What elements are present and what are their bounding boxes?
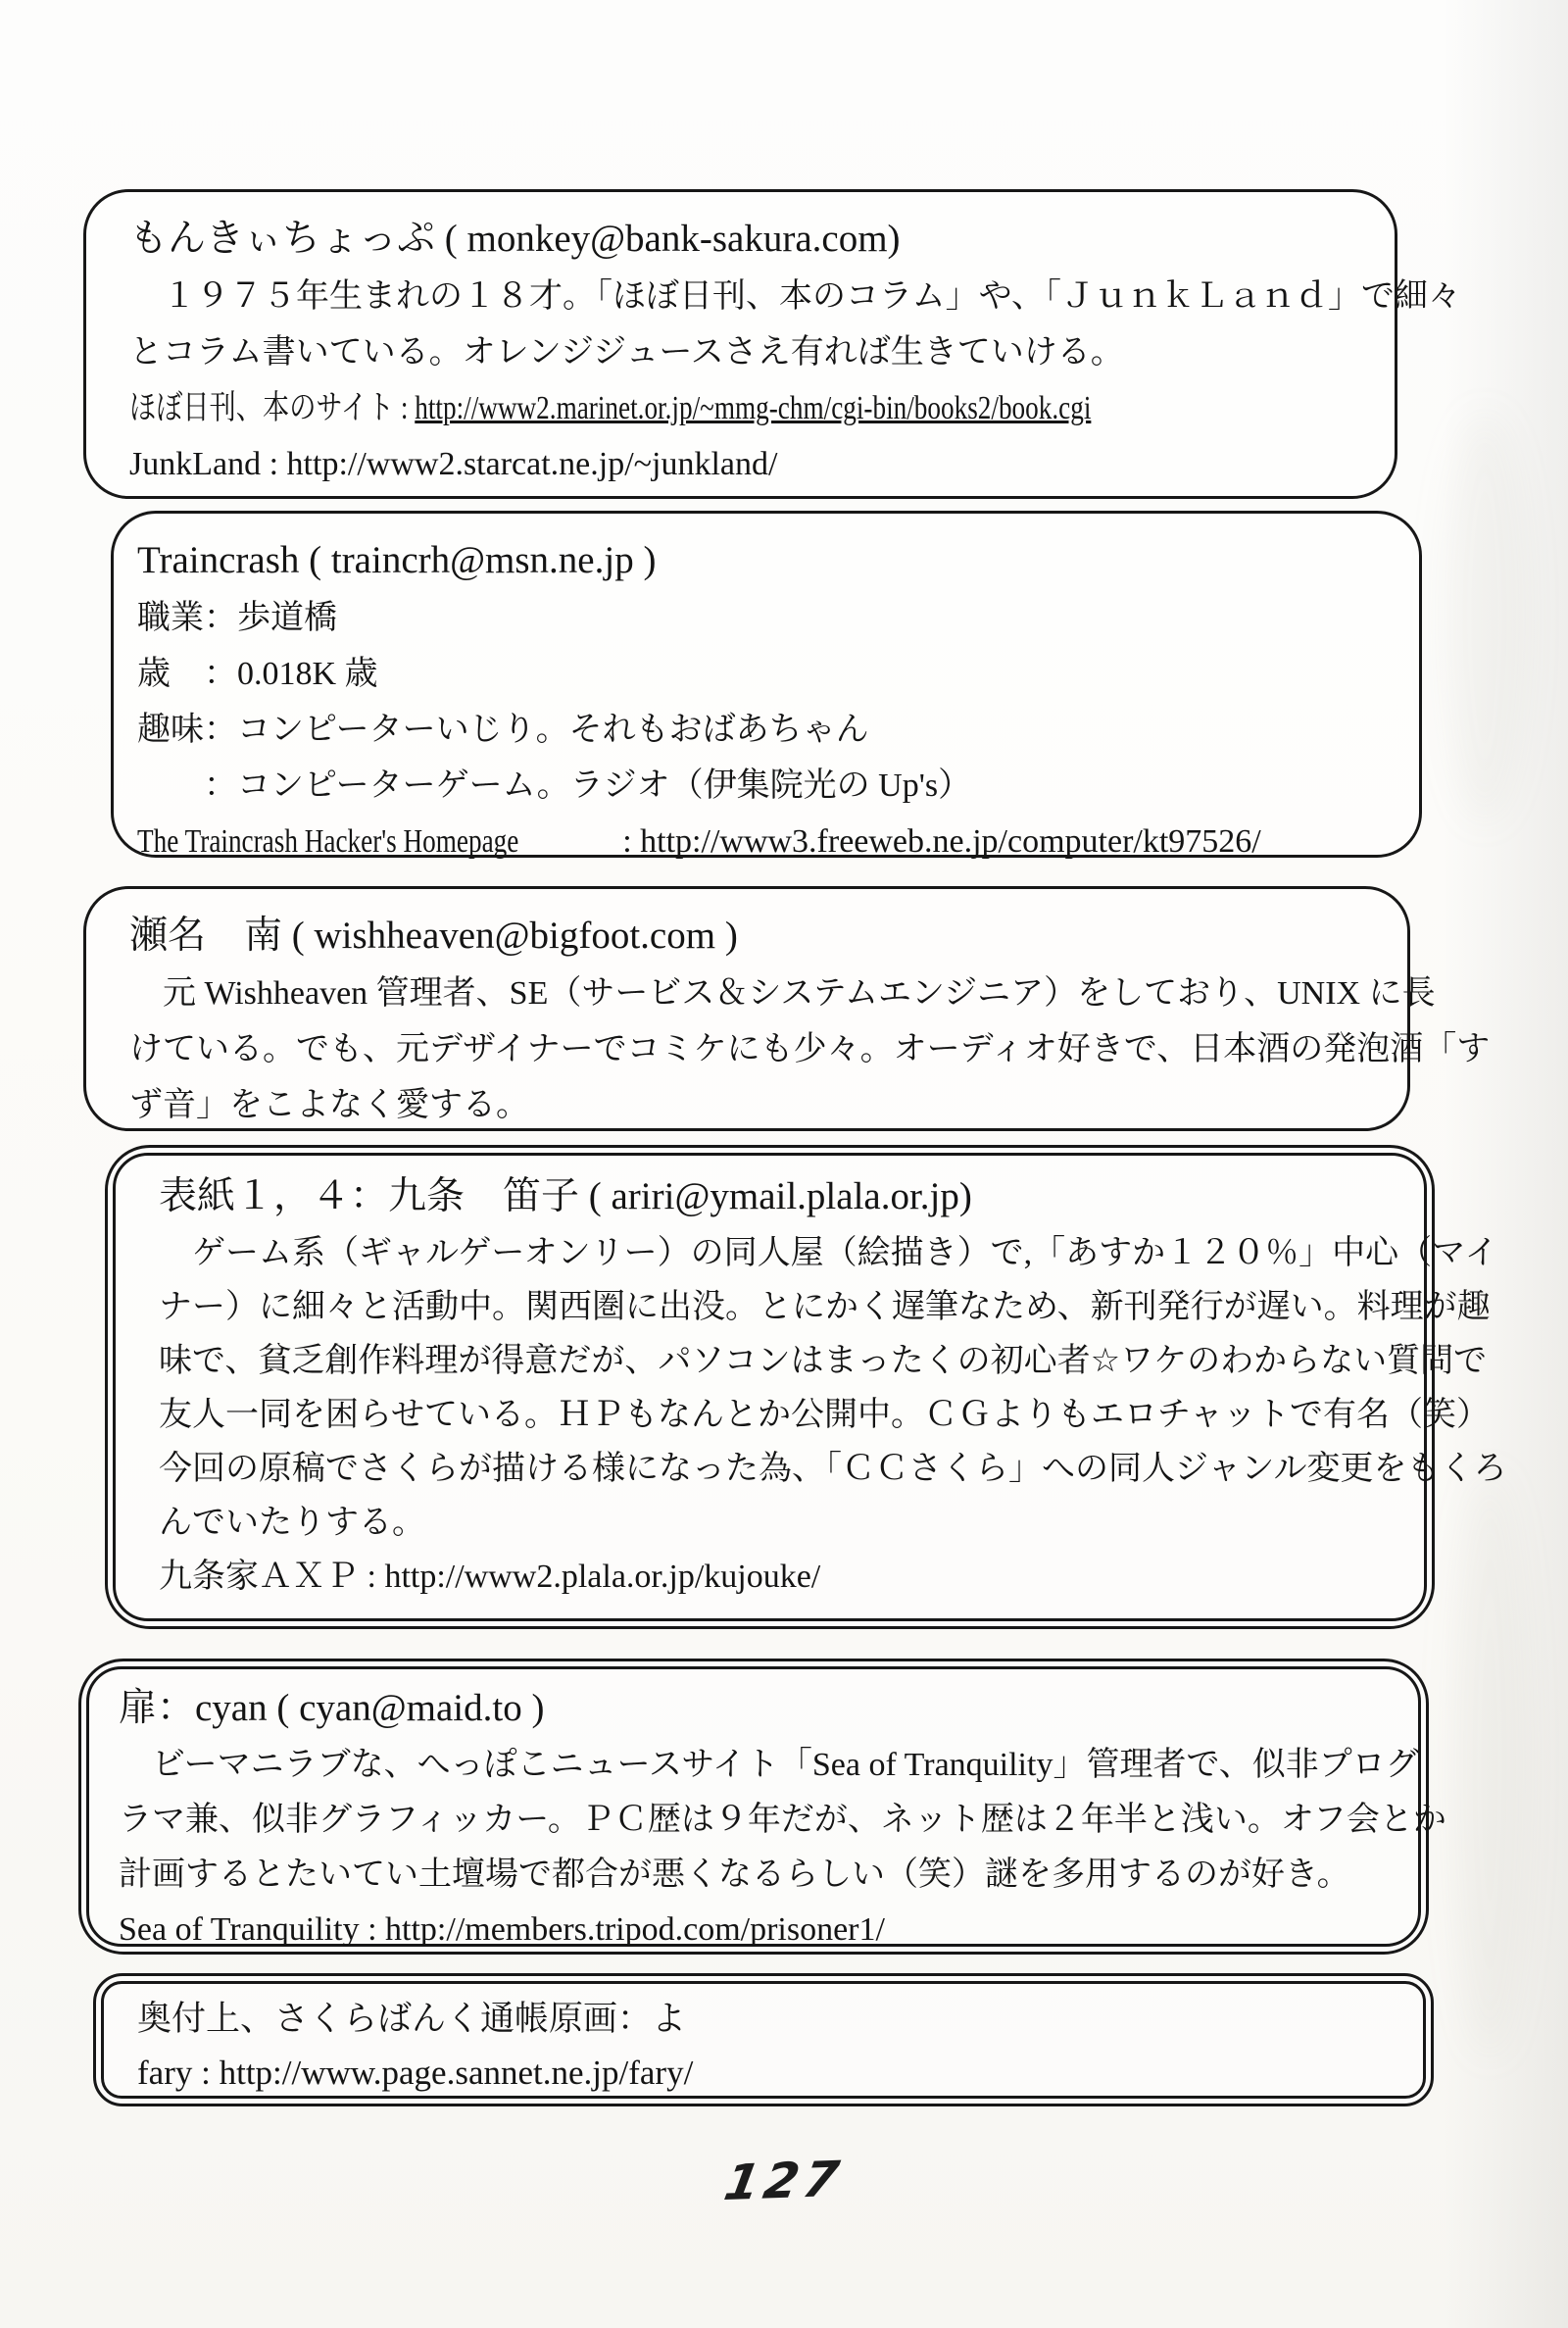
contributor-name-and-email: Traincrash ( traincrh@msn.ne.jp ) xyxy=(137,539,657,581)
bio-line: ナー）に細々と活動中。関西圏に出没。とにかく遅筆なため、新刊発行が遅い。料理が趣 xyxy=(159,1289,1491,1325)
homepage-link-line xyxy=(119,1903,1395,1957)
contributor-name-and-email: 表紙１，４：九条 笛子 ( ariri@ymail.plala.or.jp) xyxy=(159,1175,972,1217)
link-url: http://www2.plala.or.jp/kujouke/ xyxy=(384,1559,821,1595)
contributor-box-monkeychop xyxy=(83,189,1461,499)
profile-occupation: 職業：歩道橋 xyxy=(137,600,337,636)
page-number: 127 xyxy=(719,2150,849,2212)
contributor-name-and-email: 瀬名 南 ( wishheaven@bigfoot.com ) xyxy=(129,915,738,957)
homepage-link-line xyxy=(137,2046,1399,2100)
link-url: http://www3.freeweb.ne.jp/computer/kt97526/ xyxy=(640,823,1261,860)
link-url: http://www.page.sannet.ne.jp/fary/ xyxy=(219,2054,694,2092)
contributor-box-fary xyxy=(93,1973,1434,2106)
link-url: http://www2.starcat.ne.jp/~junkland/ xyxy=(286,446,778,482)
link-label: The Traincrash Hacker's Homepage xyxy=(137,823,519,860)
contributor-box-kujou-fueko xyxy=(105,1145,1507,1629)
link-label: fary xyxy=(137,2054,193,2092)
link-url: http://members.tripod.com/prisoner1/ xyxy=(385,1911,885,1948)
link-label: ほぼ日刊、本のサイト xyxy=(129,390,395,426)
link-separator: : xyxy=(359,1911,386,1948)
scan-ghosting xyxy=(1450,1470,1529,2058)
link-separator: : xyxy=(613,823,641,860)
contributor-name-and-email: 扉：cyan ( cyan@maid.to ) xyxy=(119,1687,545,1729)
homepage-link-line xyxy=(129,436,1365,492)
contributor-box-sena-minami xyxy=(83,886,1491,1131)
link-separator: : xyxy=(394,390,416,426)
homepage-link-line xyxy=(137,814,1390,869)
credit-line: 奥付上、さくらばんく通帳原画：よ xyxy=(137,2000,687,2038)
contributor-name-and-email: もんきぃちょっぷ ( monkey@bank-sakura.com) xyxy=(129,218,901,260)
homepage-link-line xyxy=(129,380,1365,436)
profile-age: 歳 ：0.018K 歳 xyxy=(137,656,378,692)
link-label: 九条家ＡＸＰ xyxy=(159,1559,359,1595)
bio-line: とコラム書いている。オレンジジュースさえ有れば生きていける。 xyxy=(129,334,1124,371)
contributor-box-traincrash xyxy=(111,511,1422,858)
profile-hobby: ：コンピーターゲーム。ラジオ（伊集院光の Up's） xyxy=(137,768,972,804)
profile-hobby: 趣味：コンピーターいじり。それもおばあちゃん xyxy=(137,712,869,748)
link-label: Sea of Tranquility xyxy=(119,1911,360,1948)
link-separator: : xyxy=(261,446,287,482)
homepage-link-line xyxy=(159,1550,1395,1604)
bio-line: んでいたりする。 xyxy=(159,1505,425,1541)
bio-line: 今回の原稿でさくらが描ける様になった為、「ＣＣさくら」への同人ジャンル変更をもくろ xyxy=(159,1451,1507,1487)
bio-line: ビーマニラブな、へっぽこニュースサイト「Sea of Tranquility」管理者で、似非プログ xyxy=(119,1747,1419,1783)
contributor-box-cyan xyxy=(78,1659,1446,1955)
bio-line: 元 Wishheaven 管理者、SE（サービス＆システムエンジニア）をしており、UNIX に長 xyxy=(129,975,1436,1012)
bio-line: 味で、貧乏創作料理が得意だが、パソコンはまったくの初心者☆ワケのわからない質問で xyxy=(159,1343,1488,1379)
bio-line: １９７５年生まれの１８才。「ほぼ日刊、本のコラム」や、「ＪｕｎｋＬａｎｄ」で細々 xyxy=(129,278,1461,315)
bio-line: 友人一同を困らせている。ＨＰもなんとか公開中。ＣＧよりもエロチャットで有名（笑） xyxy=(159,1397,1490,1433)
scan-ghosting xyxy=(1441,412,1529,823)
link-label: JunkLand xyxy=(129,446,262,482)
bio-line: ゲーム系（ギャルゲーオンリー）の同人屋（絵描き）で,「あすか１２０％」中心（マイ xyxy=(159,1235,1498,1271)
link-separator: : xyxy=(192,2054,220,2092)
link-url: http://www2.marinet.or.jp/~mmg-chm/cgi-bin/books2/book.cgi xyxy=(415,390,1092,426)
bio-line: けている。でも、元デザイナーでコミケにも少々。オーディオ好きで、日本酒の発泡酒「す xyxy=(129,1031,1491,1067)
bio-line: ラマ兼、似非グラフィッカー。ＰＣ歴は９年だが、ネット歴は２年半と浅い。オフ会とか xyxy=(119,1802,1446,1838)
bio-line: 計画するとたいてい土壇場で都合が悪くなるらしい（笑）謎を多用するのが好き。 xyxy=(119,1857,1350,1893)
bio-line: ず音」をこよなく愛する。 xyxy=(129,1087,529,1123)
link-separator: : xyxy=(359,1559,385,1595)
